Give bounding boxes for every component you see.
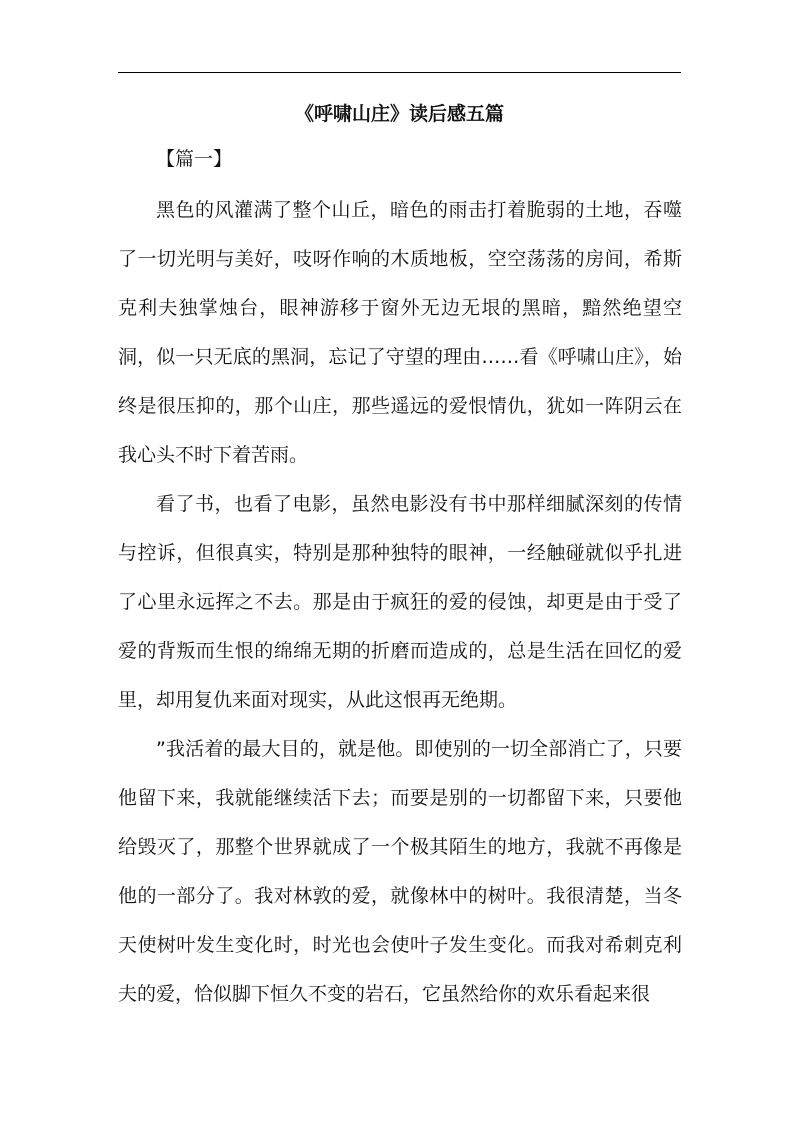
header-rule (118, 72, 681, 73)
document-title: 《呼啸山庄》读后感五篇 (294, 103, 504, 125)
section-label: 【篇一】 (156, 148, 233, 170)
paragraph-2: 看了书，也看了电影，虽然电影没有书中那样细腻深刻的传情与控诉，但很真实，特别是那种独特的眼神，一经触碰就似乎扎进了心里永远挥之不去。那是由于疯狂的爱的侵蚀，却更是由于受了爱的背叛而生恨的绵绵无期的折磨而造成的，总是生活在回忆的爱里，却用复仇来面对现实，从此这恨再无绝期。 (118, 493, 682, 711)
paragraph-3: ”我活着的最大目的，就是他。即使别的一切全部消亡了，只要他留下来，我就能继续活下去；而要是别的一切都留下来，只要他给毁灭了，那整个世界就成了一个极其陌生的地方，我就不再像是他的一部分了。我对林敦的爱，就像林中的树叶。我很清楚，当冬天使树叶发生变化时，时光也会使叶子发生变化。而我对希刺克利夫的爱，恰似脚下恒久不变的岩石，它虽然给你的欢乐看起来很 (118, 738, 682, 1005)
paragraph-1: 黑色的风灌满了整个山丘，暗色的雨击打着脆弱的土地，吞噬了一切光明与美好，吱呀作响的木质地板，空空荡荡的房间，希斯克利夫独掌烛台，眼神游移于窗外无边无垠的黑暗，黯然绝望空洞，似一只无底的黑洞，忘记了守望的理由……看《呼啸山庄》，始终是很压抑的，那个山庄，那些遥远的爱恨情仇，犹如一阵阴云在我心头不时下着苦雨。 (118, 199, 682, 466)
